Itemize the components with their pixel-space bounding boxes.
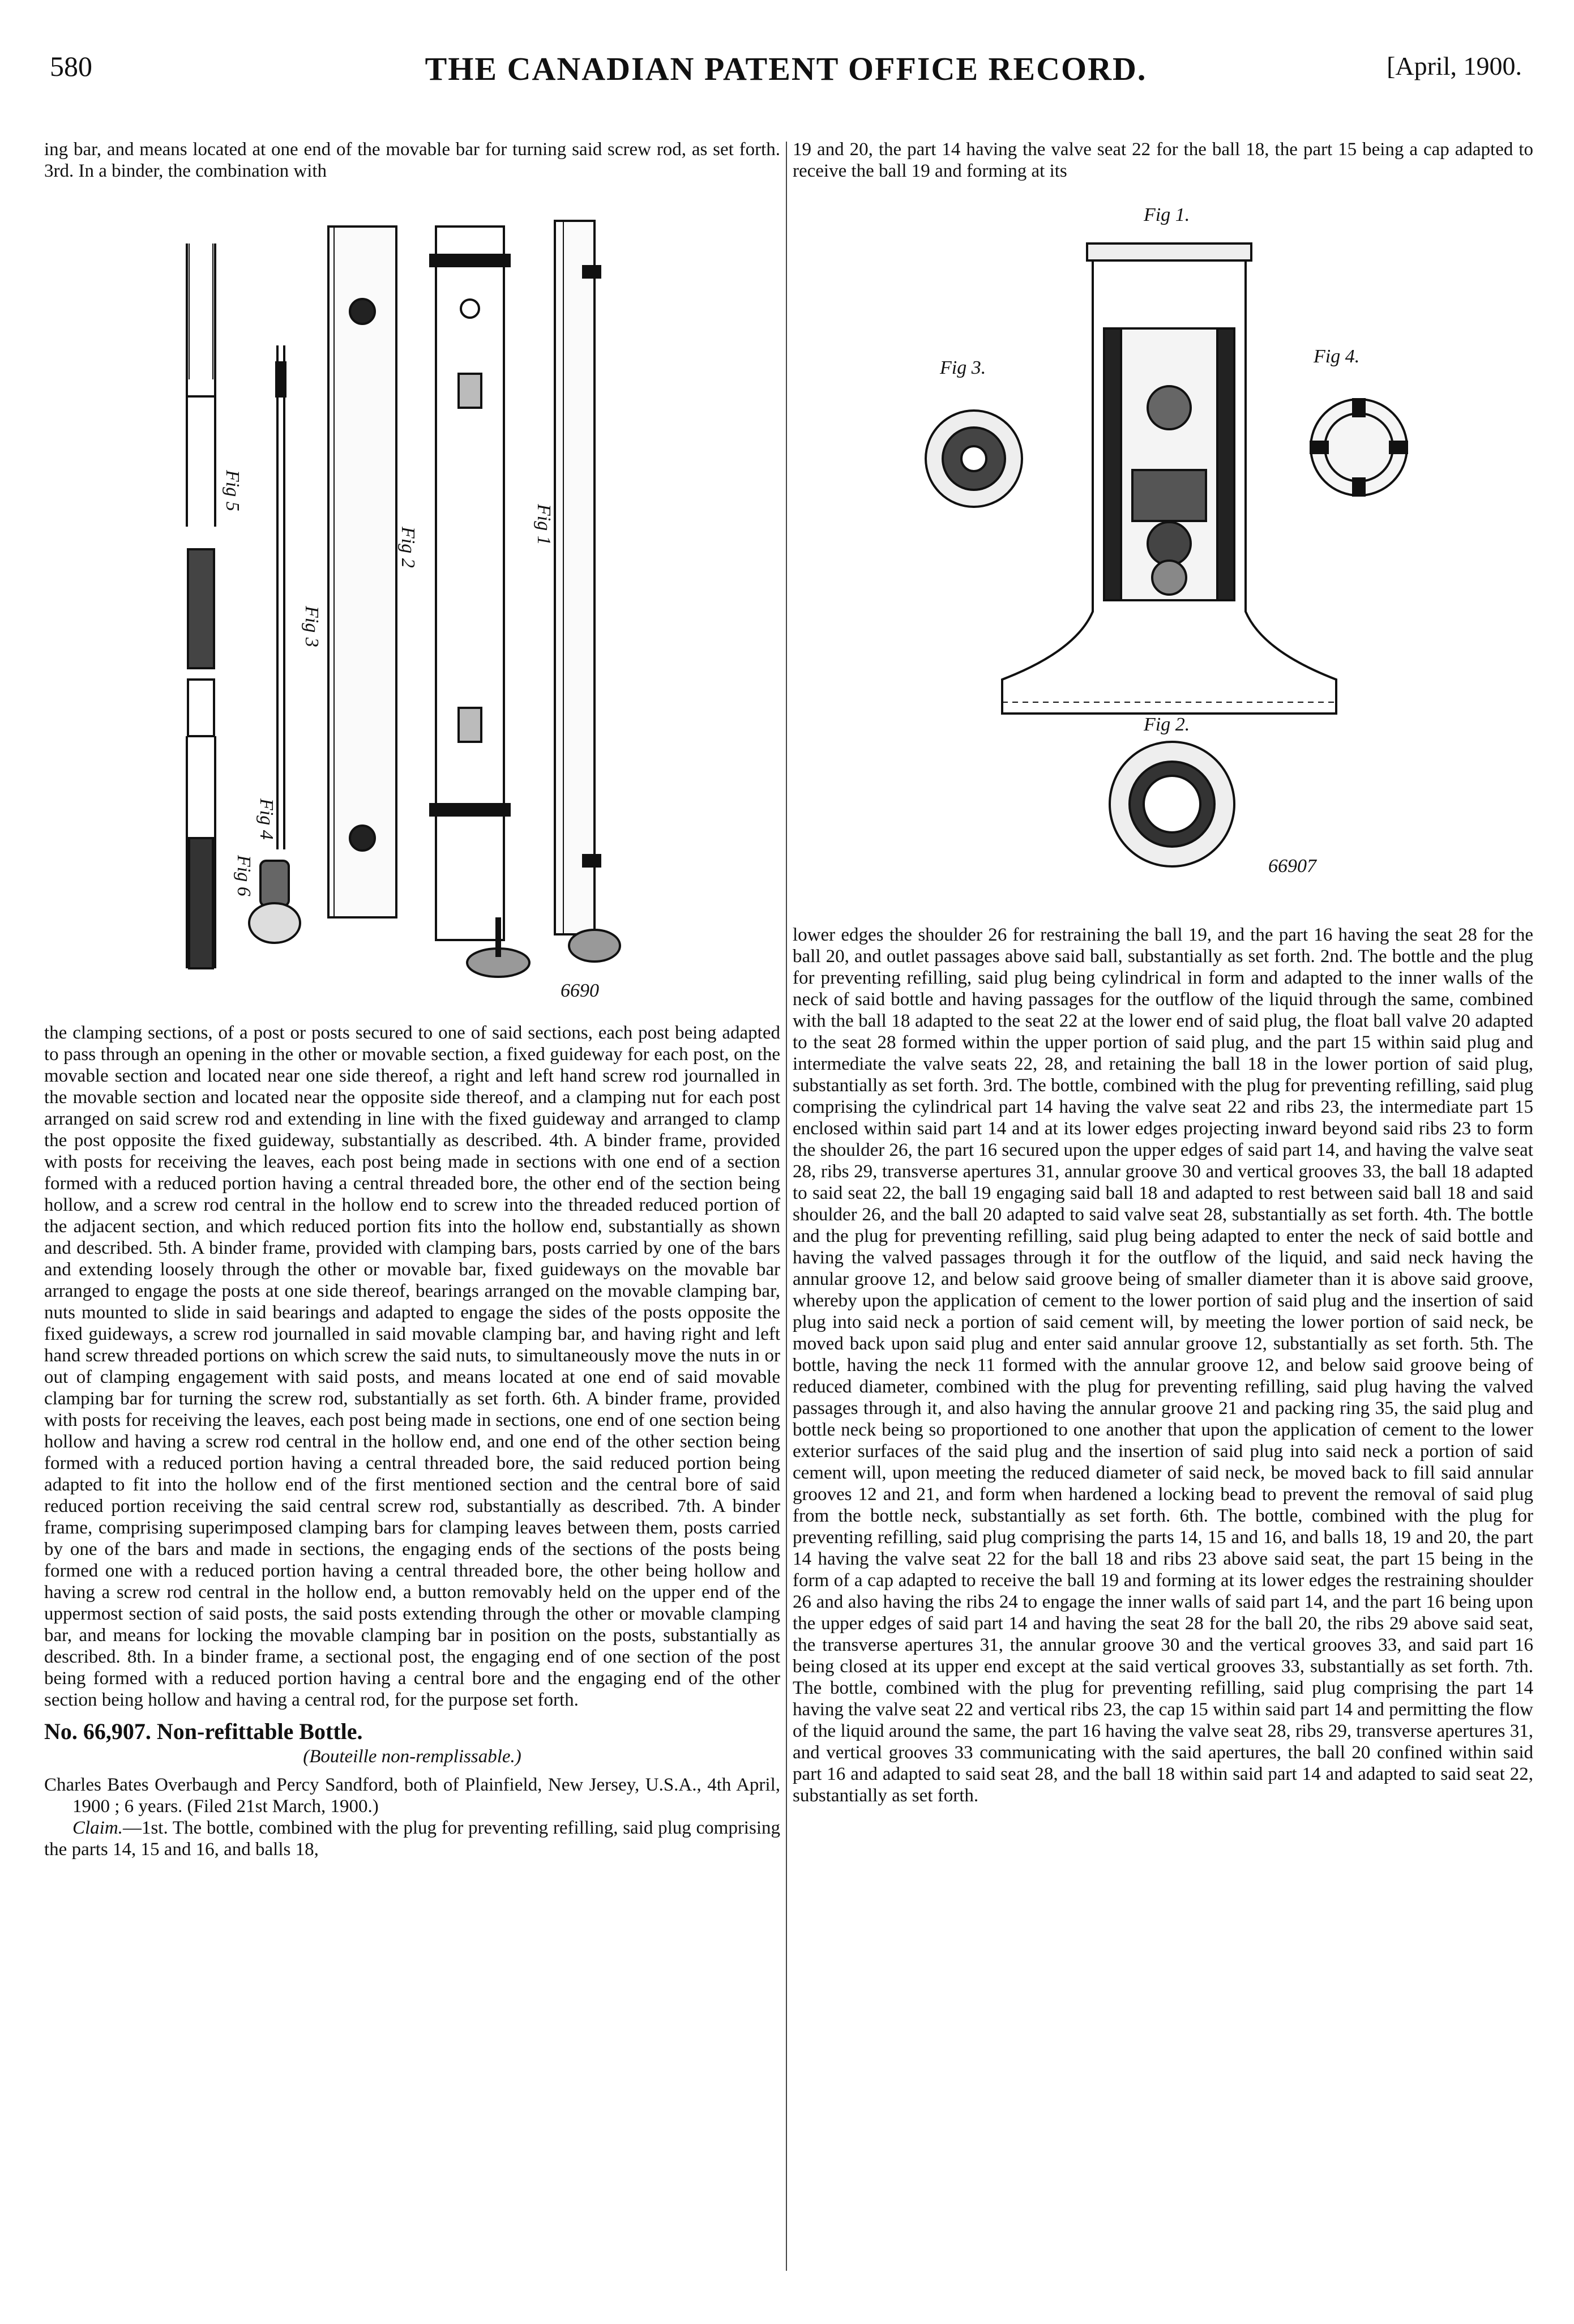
left-body	[44, 1022, 780, 1860]
bottle-fig4-label: Fig 4.	[1314, 346, 1360, 367]
claim-label: Claim.	[72, 1818, 123, 1838]
left-claims-text: the clamping sections, of a post or posts secured to one of said sections, each post being adapted to pass through an opening in the other or movable section, a fixed guideway for each post, on the movable section and located near one side thereof, a right and left hand screw rod journalled in the movable section and located near the opposite side thereof, and a clamping nut for each post arranged on said screw rod and extending in line with the fixed guideway and arranged to clamp the post opposite the fixed guideway, substantially as described. 4th. A binder frame, provided with posts for receiving the leaves, each post being made in sections with one end of a section formed with a reduced portion having a central threaded bore, the other end of the section being hollow, and a screw rod central in the hollow end to screw into the threaded reduced portion of the adjacent section, and which reduced portion fits into the hollow end, substantially as shown and described. 5th. A binder frame, provided with clamping bars, posts carried by one of the bars and extending loosely through the other or movable bar, fixed guideways on the movable bar arranged to engage the posts at one side thereof, bearings arranged on the movable clamping bar, nuts mounted to slide in said bearings and adapted to engage the sides of the posts opposite the fixed guideways, a screw rod journalled in said movable clamping bar, and having right and left hand screw threaded portions on which screw the said nuts, to simultaneously move the nuts in or out of clamping engagement with said posts, and means located at one end of said movable clamping bar for turning the screw rod, substantially as set forth. 6th. A binder frame, provided with posts for receiving the leaves, each post being made in sections, one end of one section being hollow and having a screw rod central in the hollow end, and one end of the other section being formed with a reduced portion having a central threaded bore, the said reduced portion being adapted to fit into the hollow end of the first mentioned section and the central bore of said reduced portion receiving the said central screw rod, substantially as described. 7th. A binder frame, comprising superimposed clamping bars for clamping leaves between them, posts carried by one of the bars and made in sections, the engaging ends of the sections of the posts being formed one with a reduced portion having a central threaded bore, the other being hollow and having a screw rod central in the hollow end, a button removably held on the upper end of the uppermost section of said posts, the said posts extending through the other or movable clamping bar, and means for locking the movable clamping bar in position on the posts, substantially as described. 8th. In a binder frame, a sectional post, the engaging end of one section of the post being formed with a reduced portion having a central bore and the engaging end of the other section being hollow and having a central rod, for the purpose set forth.	[44, 1023, 780, 1710]
fig2-label: Fig 2	[397, 527, 418, 568]
fig6-label: Fig 6	[233, 855, 254, 896]
patent-subtitle: (Bouteille non-remplissable.)	[303, 1746, 521, 1767]
bottle-patent-figure	[906, 204, 1427, 912]
left-top-paragraph: ing bar, and means located at one end of the movable bar for turning said screw rod, as set forth. 3rd. In a binder, the combination with	[44, 139, 780, 181]
page-header	[50, 50, 1522, 95]
patent-number: No. 66,907.	[44, 1719, 151, 1744]
bottle-fig2-label: Fig 2.	[1144, 714, 1190, 735]
right-claims-text: lower edges the shoulder 26 for restraining the ball 19, and the part 16 having the seat 28 for the ball 20, and outlet passages above said ball, substantially as set forth. 2nd. The bottle and the plug for preventing refilling, said plug being cylindrical in form and adapted to the inner walls of the neck of said bottle and having passages for the outflow of the liquid through the same, combined with the ball 18 adapted to the seat 22 at the lower end of said plug, the float ball valve 20 adapted to the seat 28 formed within the upper portion of said plug, and the part 15 within said plug and intermediate the valve seats 22, 28, and retaining the ball 18 in the lower portion of said plug, substantially as set forth. 3rd. The bottle, combined with the plug for preventing refilling, said plug comprising the cylindrical part 14 having the valve seat 22 and ribs 23, the intermediate part 15 enclosed within said part 14 and at its lower edges projecting inward beyond said ribs 23 to form the shoulder 26, the part 16 secured upon the upper edges of said part 14, and having the valve seat 28, ribs 29, transverse apertures 31, annular groove 30 and vertical grooves 33, the ball 18 adapted to said seat 22, the ball 19 engaging said ball 18 and adapted to rest between said ball 18 and said shoulder 26, and the ball 20 adapted to said valve seat 28, substantially as set forth. 4th. The bottle and the plug for preventing refilling, said plug being adapted to enter the neck of said bottle and having the valved passages through it for the outflow of the liquid, and said neck having the annular groove 12, and below said groove being of smaller diameter than it is above said groove, whereby upon the application of cement to the lower portion of said plug and the insertion of said plug into said neck a portion of said cement will, by meeting the lower portion of said neck, be moved back upon said plug and enter said annular groove 12, substantially as set forth. 5th. The bottle, having the neck 11 formed with the annular groove 12, and below said groove being of reduced diameter, combined with the plug for preventing refilling, said plug having the valved passages through it, and also having the annular groove 21 and packing ring 35, the said plug and bottle neck being so proportioned to one another that upon the application of cement to the lower exterior surfaces of the said plug and the insertion of said plug into said neck a portion of said cement will, upon meeting the reduced diameter of said neck, be moved back to fill said annular grooves 12 and 21, and form when hardened a locking bead to prevent the removal of said plug from the bottle neck, substantially as set forth. 6th. The bottle, combined with the plug for preventing refilling, said plug comprising the parts 14, 15 and 16, and balls 18, 19 and 20, the part 14 having the valve seat 22 for the ball 18 and ribs 23 above said seat, the part 15 being in the form of a cap adapted to receive the ball 19 and forming at its lower edges the restraining shoulder 26 and also having the ribs 24 to engage the inner walls of said part 14, and the part 16 being upon the upper edges of said part 14 and having the seat 28 for the ball 20, the ribs 29 above said seat, the transverse apertures 31, the annular groove 30 and the vertical grooves 33, and said part 16 being closed at its upper end except at the said vertical grooves 33, substantially as set forth. 7th. The bottle, combined with the plug for preventing refilling, said plug comprising the part 14 having the valve seat 22 and vertical ribs 23, the cap 15 within said part 14 and permitting the flow of the liquid around the same, the part 16 having the valve seat 28, ribs 29, transverse apertures 31, and vertical grooves 33 communicating with the said apertures, the ball 20 confined within said part 16 and adapted to said seat 28, and the ball 18 within said part 14 and adapted to said seat 22, substantially as set forth.	[793, 925, 1533, 1806]
bottle-figure-number: 66907	[1268, 856, 1316, 877]
left-top-text	[44, 139, 780, 182]
right-body	[793, 924, 1533, 1806]
right-top-text	[793, 139, 1533, 182]
inventors: Charles Bates Overbaugh and Percy Sandford, both of Plainfield, New Jersey, U.S.A., 4th April, 1900 ; 6 years. (Filed 21st March, 1900.)	[44, 1775, 780, 1817]
patent-title: Non-refittable Bottle.	[156, 1719, 363, 1744]
publication-title: THE CANADIAN PATENT OFFICE RECORD.	[425, 50, 1147, 87]
claim-text: —1st. The bottle, combined with the plug for preventing refilling, said plug comprising the parts 14, 15 and 16, and balls 18,	[44, 1818, 780, 1860]
patent-heading	[44, 1721, 780, 1742]
fig4-label: Fig 4	[256, 798, 277, 840]
claim-paragraph	[44, 1817, 780, 1860]
bottle-fig1-label: Fig 1.	[1144, 204, 1190, 225]
bottle-fig3-label: Fig 3.	[940, 357, 986, 378]
right-top-paragraph: 19 and 20, the part 14 having the valve seat 22 for the ball 18, the part 15 being a cap adapted to receive the ball 19 and forming at its	[793, 139, 1533, 181]
page-number: 580	[50, 50, 92, 82]
fig5-label: Fig 5	[222, 470, 243, 511]
fig3-label: Fig 3	[301, 606, 322, 647]
issue-date: [April, 1900.	[1387, 52, 1522, 80]
binder-patent-figure	[164, 210, 651, 1014]
fig1-label: Fig 1	[533, 504, 554, 545]
column-divider	[786, 142, 787, 2271]
figure-number: 6690	[561, 980, 599, 1001]
